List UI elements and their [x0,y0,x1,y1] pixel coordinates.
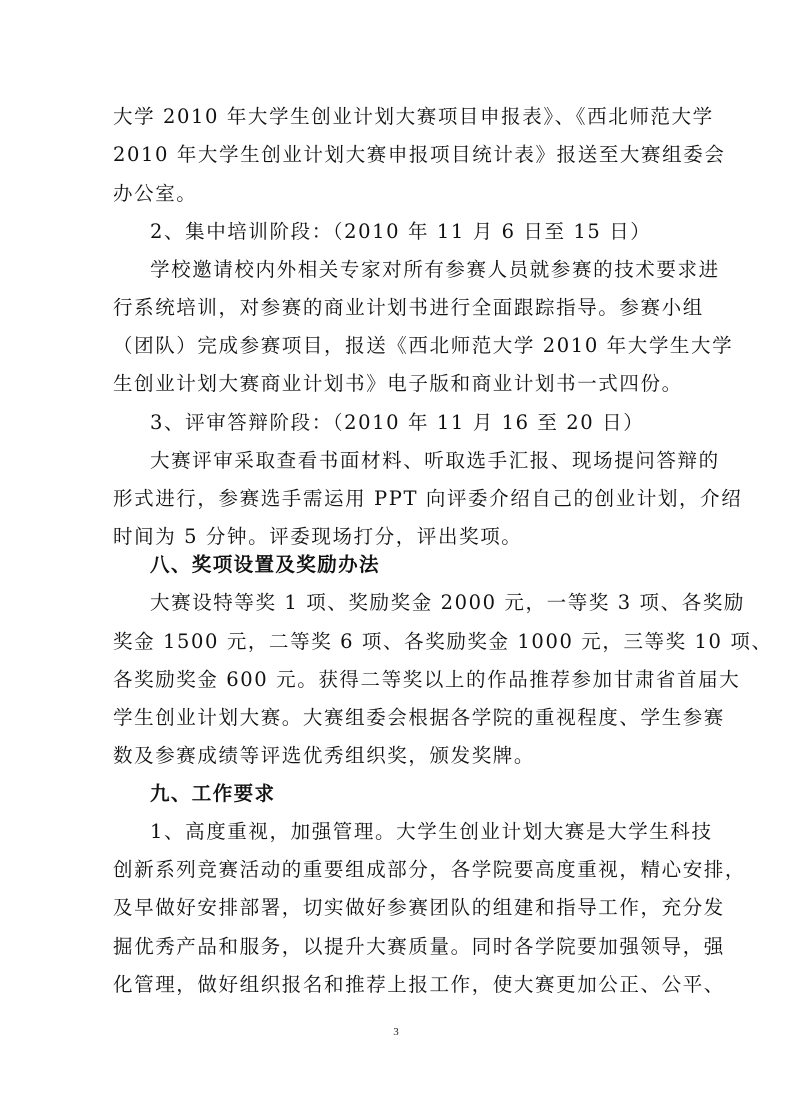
paragraph-line: 掘优秀产品和服务，以提升大赛质量。同时各学院要加强领导，强 [113,935,725,958]
paragraph-line: 学校邀请校内外相关专家对所有参赛人员就参赛的技术要求进 [150,258,720,281]
paragraph-line: 3、评审答辩阶段：（2010 年 11 月 16 至 20 日） [150,411,645,434]
section-heading: 八、奖项设置及奖励办法 [150,553,380,576]
section-heading: 九、工作要求 [150,782,276,805]
paragraph-line: 大赛设特等奖 1 项、奖励奖金 2000 元，一等奖 3 项、各奖励 [150,591,746,614]
paragraph-line: 时间为 5 分钟。评委现场打分，评出奖项。 [113,525,523,548]
paragraph-line: 生创业计划大赛商业计划书》电子版和商业计划书一式四份。 [113,372,683,395]
paragraph-line: 数及参赛成绩等评选优秀组织奖，颁发奖牌。 [113,744,536,767]
paragraph-line: 奖金 1500 元，二等奖 6 项、各奖励奖金 1000 元，三等奖 10 项、 [113,630,773,653]
paragraph-line: 1、高度重视，加强管理。大学生创业计划大赛是大学生科技 [150,820,713,843]
paragraph-line: 学生创业计划大赛。大赛组委会根据各学院的重视程度、学生参赛 [113,706,725,729]
paragraph-line: 创新系列竞赛活动的重要组成部分，各学院要高度重视，精心安排， [113,858,747,881]
paragraph-line: 2、集中培训阶段：（2010 年 11 月 6 日至 15 日） [150,220,652,243]
paragraph-line: 办公室。 [113,182,198,205]
paragraph-line: 及早做好安排部署，切实做好参赛团队的组建和指导工作，充分发 [113,896,725,919]
paragraph-line: 形式进行，参赛选手需运用 PPT 向评委介绍自己的创业计划，介绍 [113,487,743,510]
paragraph-line: 化管理，做好组织报名和推荐上报工作，使大赛更加公正、公平、 [113,973,725,996]
page-number: 3 [393,1026,399,1038]
paragraph-line: （团队）完成参赛项目，报送《西北师范大学 2010 年大学生大学 [113,334,734,357]
paragraph-line: 大赛评审采取查看书面材料、听取选手汇报、现场提问答辩的 [150,449,720,472]
paragraph-line: 行系统培训，对参赛的商业计划书进行全面跟踪指导。参赛小组 [113,296,704,319]
paragraph-line: 2010 年大学生创业计划大赛申报项目统计表》报送至大赛组委会 [113,143,726,166]
paragraph-line: 各奖励奖金 600 元。获得二等奖以上的作品推荐参加甘肃省首届大 [113,668,741,691]
paragraph-line: 大学 2010 年大学生创业计划大赛项目申报表》、《西北师范大学 [113,105,714,128]
